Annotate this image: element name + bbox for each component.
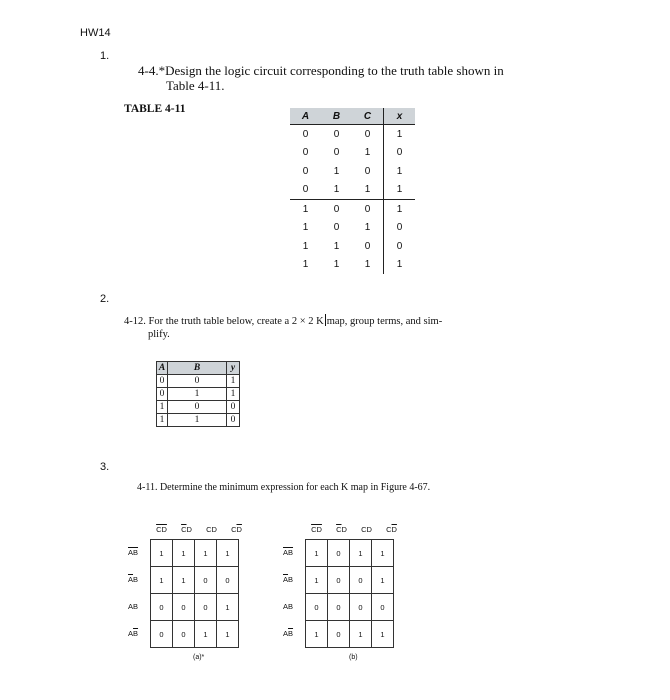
table-cell: 0 xyxy=(352,200,384,219)
kmap-a-caption: (a)* xyxy=(193,654,205,661)
kmap-cell: 0 xyxy=(217,567,239,594)
table-cell: 1 xyxy=(384,162,416,181)
table-cell: 0 xyxy=(302,147,309,159)
table-cell: 0 xyxy=(157,388,168,401)
table-cell: 0 xyxy=(333,128,340,140)
table-cell: 1 xyxy=(364,259,371,271)
table-cell: 1 xyxy=(333,240,340,252)
kmap-column-header: $C\overline{D}$ xyxy=(386,525,397,534)
kmap-cell: 1 xyxy=(195,621,217,648)
table-cell: 1 xyxy=(227,388,240,401)
kmap-cell: 0 xyxy=(328,594,350,621)
table-cell: 0 xyxy=(384,144,416,163)
kmap-row xyxy=(151,540,239,567)
table-cell: 1 xyxy=(384,181,416,200)
table-row xyxy=(290,181,415,200)
problem-text: map, group terms, and sim- xyxy=(326,316,443,327)
kmap-row-header: $\overline{A}B$ xyxy=(283,575,294,584)
problem-label: 4-12. xyxy=(124,316,146,327)
table-cell: 1 xyxy=(290,200,321,219)
table-title: TABLE 4-11 xyxy=(124,103,186,115)
kmap-cell: 1 xyxy=(372,540,394,567)
table-cell: 1 xyxy=(333,259,340,271)
kmap-row xyxy=(306,567,394,594)
kmap-column-header: $\overline{C}D$ xyxy=(181,525,192,534)
kmap-row xyxy=(306,594,394,621)
column-header: y xyxy=(227,362,240,375)
table-cell: 0 xyxy=(227,414,240,427)
kmap-row-header: $A\overline{B}$ xyxy=(128,629,139,638)
kmap-row xyxy=(151,594,239,621)
kmap-cell: 1 xyxy=(306,621,328,648)
table-row xyxy=(157,401,240,414)
problem-text: Table 4-11. xyxy=(166,78,225,93)
table-cell: 0 xyxy=(333,147,340,159)
text-cursor xyxy=(325,314,326,326)
kmap-cell: 0 xyxy=(328,621,350,648)
table-cell: 1 xyxy=(227,375,240,388)
table-cell: 1 xyxy=(302,222,309,234)
question-number: 1. xyxy=(100,50,110,62)
kmap-row xyxy=(306,540,394,567)
table-cell: 1 xyxy=(364,184,371,196)
kmap-cell: 0 xyxy=(195,594,217,621)
table-cell: 0 xyxy=(168,401,227,414)
kmap-cell: 1 xyxy=(173,540,195,567)
table-row xyxy=(157,388,240,401)
column-header: B xyxy=(168,362,227,375)
kmap-cell: 0 xyxy=(328,567,350,594)
table-cell: 0 xyxy=(157,375,168,388)
problem-label: 4-4.* xyxy=(138,63,166,78)
kmap-cell: 0 xyxy=(173,621,195,648)
kmap-cell: 1 xyxy=(151,540,173,567)
column-header: A xyxy=(157,362,168,375)
kmap-cell: 0 xyxy=(350,594,372,621)
table-cell: 0 xyxy=(302,184,309,196)
kmap-row-header: $\overline{A}B$ xyxy=(128,575,139,584)
kmap-row-header: $\overline{AB}$ xyxy=(283,548,294,557)
kmap-cell: 1 xyxy=(306,567,328,594)
kmap-column-header: $C\overline{D}$ xyxy=(231,525,242,534)
table-cell: 0 xyxy=(302,128,309,140)
kmap-row xyxy=(306,621,394,648)
kmap-column-header: $\overline{CD}$ xyxy=(156,525,167,534)
column-header: B xyxy=(321,108,352,125)
table-row xyxy=(290,237,415,256)
table-cell: 1 xyxy=(157,401,168,414)
table-cell: 1 xyxy=(302,259,309,271)
table-cell: 1 xyxy=(364,222,371,234)
problem-text: Design the logic circuit corresponding to the truth table shown in xyxy=(165,63,504,78)
table-row xyxy=(290,162,415,181)
kmap-row xyxy=(151,621,239,648)
kmap-cell: 0 xyxy=(195,567,217,594)
kmap-a xyxy=(150,539,239,648)
kmap-cell: 1 xyxy=(217,621,239,648)
table-cell: 1 xyxy=(384,200,416,219)
question-number: 2. xyxy=(100,293,110,305)
table-cell: 0 xyxy=(364,165,371,177)
table-row xyxy=(290,144,415,163)
table-cell: 0 xyxy=(168,375,227,388)
table-cell: 1 xyxy=(333,165,340,177)
kmap-cell: 1 xyxy=(350,540,372,567)
column-header: A xyxy=(290,108,321,125)
kmap-row-header: $\overline{AB}$ xyxy=(128,548,139,557)
table-cell: 1 xyxy=(384,125,416,144)
table-cell: 0 xyxy=(384,219,416,238)
kmap-cell: 1 xyxy=(372,567,394,594)
kmap-cell: 0 xyxy=(306,594,328,621)
table-cell: 1 xyxy=(384,256,416,275)
kmap-cell: 0 xyxy=(350,567,372,594)
table-cell: 0 xyxy=(384,237,416,256)
kmap-cell: 1 xyxy=(173,567,195,594)
kmap-column-header: $\overline{CD}$ xyxy=(311,525,322,534)
kmap-row-header: $A\overline{B}$ xyxy=(283,629,294,638)
table-cell: 0 xyxy=(302,165,309,177)
table-cell: 0 xyxy=(227,401,240,414)
kmap-row xyxy=(151,567,239,594)
table-cell: 1 xyxy=(168,388,227,401)
kmap-cell: 1 xyxy=(195,540,217,567)
table-header-row xyxy=(290,108,415,125)
kmap-column-header: CD xyxy=(361,525,372,534)
table-cell: 1 xyxy=(302,240,309,252)
kmap-b xyxy=(305,539,394,648)
problem-text: For the truth table below, create a 2 × 2 K xyxy=(148,316,324,327)
truth-table-4-11 xyxy=(290,108,415,274)
table-row xyxy=(157,375,240,388)
problem-4-11-text: 4-11. Determine the minimum expression for each K map in Figure 4-67. xyxy=(137,482,431,493)
table-cell: 1 xyxy=(364,147,371,159)
kmap-column-header: $\overline{C}D$ xyxy=(336,525,347,534)
table-row xyxy=(157,414,240,427)
kmap-cell: 1 xyxy=(217,594,239,621)
table-row xyxy=(290,200,415,219)
table-cell: 1 xyxy=(333,184,340,196)
kmap-cell: 0 xyxy=(328,540,350,567)
kmap-b-caption: (b) xyxy=(349,654,358,661)
kmap-cell: 0 xyxy=(151,621,173,648)
table-row xyxy=(290,256,415,275)
table-cell: 0 xyxy=(364,128,371,140)
table-header-row xyxy=(157,362,240,375)
problem-text: plify. xyxy=(148,329,170,340)
kmap-cell: 0 xyxy=(372,594,394,621)
table-row xyxy=(290,125,415,144)
kmap-cell: 0 xyxy=(173,594,195,621)
kmap-cell: 1 xyxy=(217,540,239,567)
question-number: 3. xyxy=(100,461,110,473)
kmap-cell: 1 xyxy=(372,621,394,648)
table-cell: 0 xyxy=(364,240,371,252)
kmap-row-header: AB xyxy=(283,602,294,611)
kmap-cell: 1 xyxy=(151,567,173,594)
column-header: C xyxy=(352,108,384,125)
kmap-row-header: AB xyxy=(128,602,139,611)
kmap-cell: 0 xyxy=(151,594,173,621)
problem-4-12-text xyxy=(124,314,554,341)
kmap-cell: 1 xyxy=(306,540,328,567)
column-header: x xyxy=(384,108,416,125)
truth-table-4-12 xyxy=(156,361,240,427)
table-cell: 0 xyxy=(333,222,340,234)
document-title: HW14 xyxy=(80,27,111,39)
table-cell: 1 xyxy=(168,414,227,427)
problem-4-4-text xyxy=(138,63,598,93)
kmap-column-header: CD xyxy=(206,525,217,534)
table-cell: 0 xyxy=(321,200,352,219)
kmap-cell: 1 xyxy=(350,621,372,648)
table-cell: 1 xyxy=(157,414,168,427)
table-row xyxy=(290,219,415,238)
